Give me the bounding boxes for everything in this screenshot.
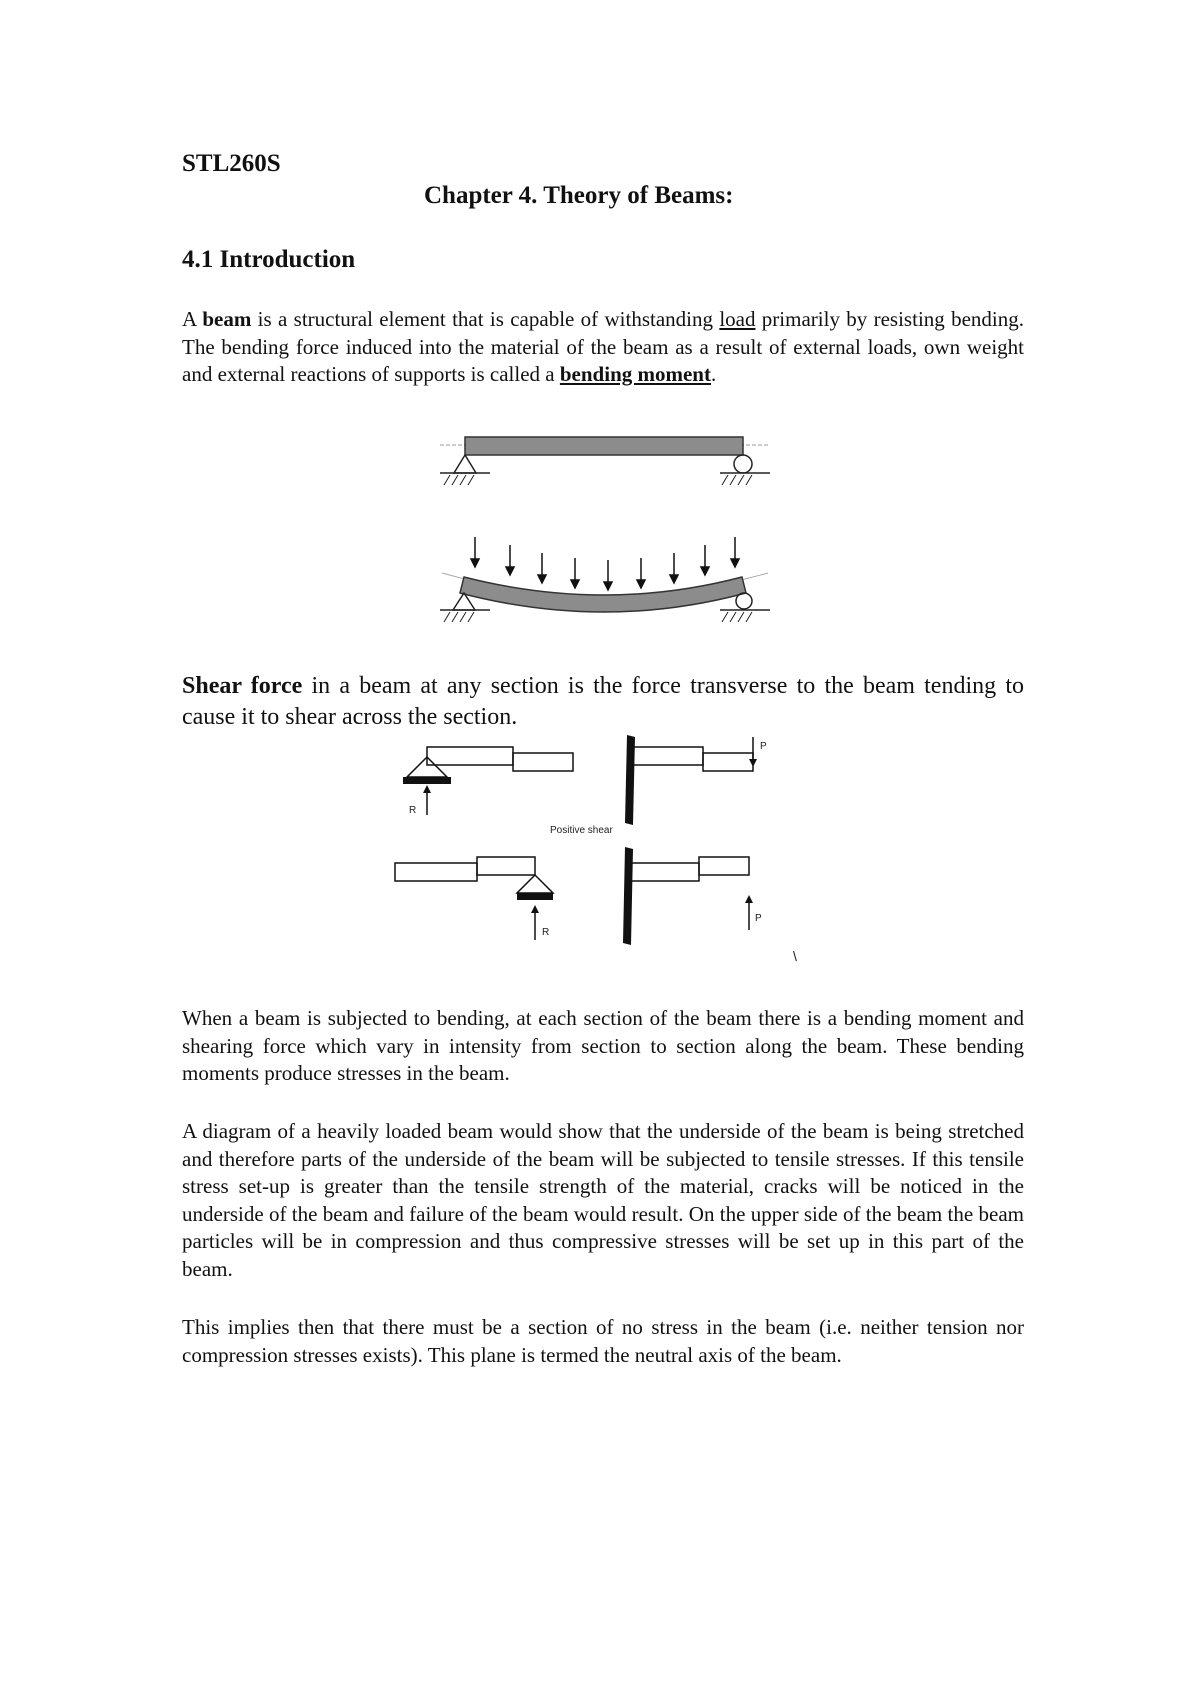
fixed-wall [623, 847, 633, 945]
beam-segment-left [395, 863, 477, 881]
ground-hatch-right [722, 612, 752, 622]
chapter-title: Chapter 4. Theory of Beams: [424, 182, 734, 209]
beam-segment-right [477, 857, 535, 875]
section-heading: 4.1 Introduction [182, 246, 356, 273]
positive-shear-left-panel [403, 747, 573, 816]
reaction-label: R [542, 927, 550, 938]
beam-body [465, 437, 743, 455]
load-label: P [755, 913, 762, 924]
roller-support [734, 455, 752, 473]
beam-definition-paragraph [182, 306, 1024, 389]
loaded-beam-diagram [430, 535, 780, 625]
text-segment: primarily by resisting bending. The bending force induced into the material of the beam as a result of external loads, own weight and external reactions of supports is called a [182, 307, 1025, 386]
stray-mark: \ [793, 948, 797, 964]
distributed-load-arrows [471, 537, 739, 590]
bending-stress-paragraph: When a beam is subjected to bending, at each section of the beam there is a bending moment and shearing force which vary in intensity from section to section along the beam. These bending moments produce stresses in the beam. [182, 1006, 1024, 1085]
beam-segment-left [633, 747, 703, 765]
negative-shear-right-panel [623, 847, 762, 945]
shear-force-paragraph [182, 671, 1024, 733]
unloaded-beam-diagram [430, 425, 780, 495]
beam-segment-left [631, 863, 699, 881]
beam-segment-right [703, 753, 753, 771]
reaction-arrowhead [531, 905, 539, 913]
ground-hatch-left [444, 612, 474, 622]
deflected-beam-body [460, 577, 746, 612]
ground-hatch-right [722, 475, 752, 485]
load-arrowhead [745, 895, 753, 903]
positive-shear-right-panel [625, 735, 767, 825]
load-arrowhead [749, 759, 757, 767]
reaction-label: R [409, 805, 417, 816]
text-segment: in a beam at any section is the force transverse to the beam tending to cause it to shear across the section. [182, 673, 1024, 730]
term-load-link: load [719, 307, 756, 331]
beam-segment-right [513, 753, 573, 771]
pin-support [454, 455, 476, 473]
neutral-axis-paragraph: This implies then that there must be a section of no stress in the beam (i.e. neither tension nor compression stresses exists). This plane is termed the neutral axis of the beam. [182, 1315, 1024, 1367]
term-shear-force: Shear force [182, 673, 303, 699]
text-segment: is a structural element that is capable of withstanding [251, 307, 720, 331]
positive-shear-label: Positive shear [550, 825, 613, 836]
text-segment: . [710, 362, 717, 386]
support-base [403, 777, 451, 784]
support-base [517, 893, 553, 900]
term-bending-moment: bending moment [559, 362, 711, 386]
text-segment: A [182, 307, 203, 331]
tension-compression-paragraph: A diagram of a heavily loaded beam would show that the underside of the beam is being stretched and therefore parts of the underside of the beam will be subjected to tensile stresses. If this tensile stress set-up is greater than the tensile strength of the material, cracks will be noticed in the underside of the beam and failure of the beam would result. On the upper side of the beam the beam particles will be in compression and thus compressive stresses will be set up in this part of the beam. [182, 1119, 1024, 1281]
shear-force-diagram [395, 735, 815, 970]
pin-support [517, 875, 553, 893]
negative-shear-left-panel [395, 857, 553, 940]
roller-support [736, 593, 752, 609]
term-beam: beam [202, 307, 252, 331]
beam-segment-right [699, 857, 749, 875]
course-code: STL260S [182, 150, 281, 177]
load-label: P [760, 741, 767, 752]
ground-hatch-left [444, 475, 474, 485]
reaction-arrowhead [423, 785, 431, 793]
beam-segment-left [427, 747, 513, 765]
